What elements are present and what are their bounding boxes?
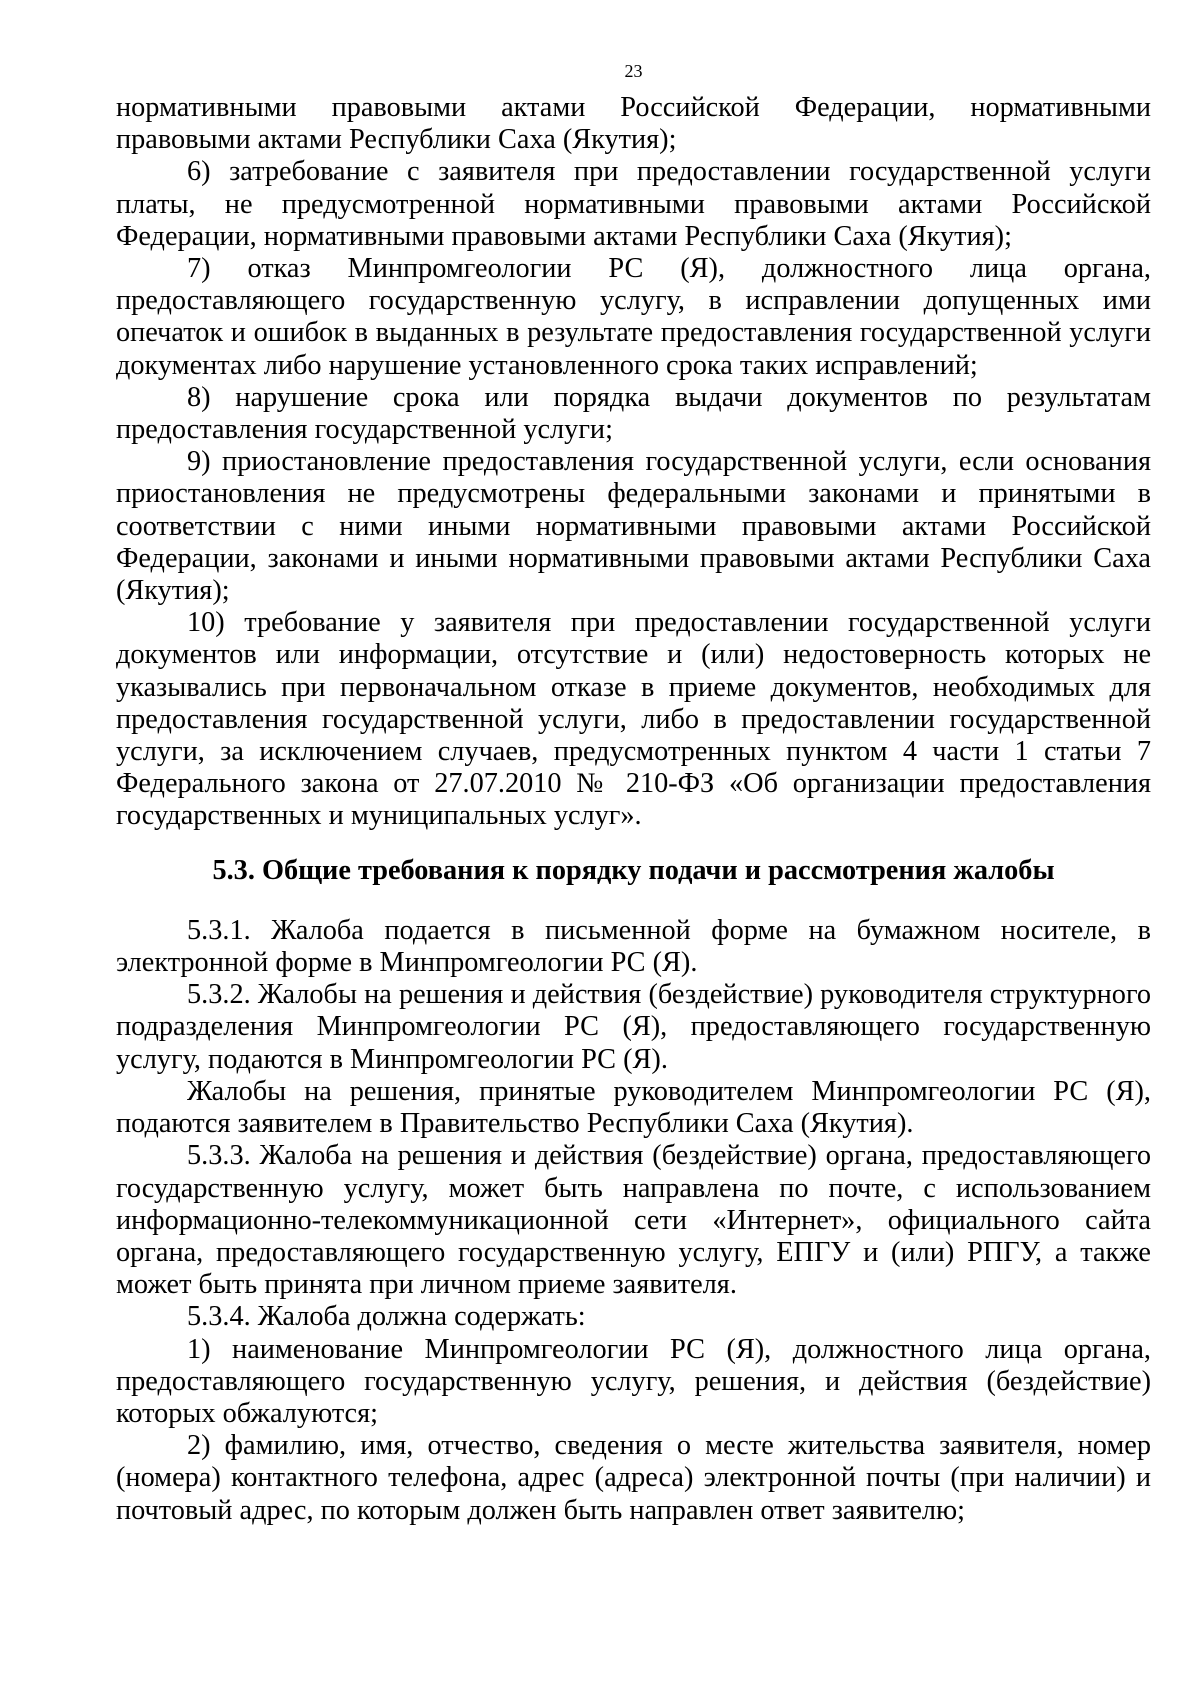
- paragraph-item-10: 10) требование у заявителя при предоставлении государственной услуги документов или информации, отсутствие и (или) недостоверность которых не указывались при первоначальном отказе в приеме документов, необходимых для предоставления государственной услуги, либо в предоставлении государственной услуги, за исключением случаев, предусмотренных пунктом 4 части 1 статьи 7 Федерального закона от 27.07.2010 № 210-ФЗ «Об организации предоставления государственных и муниципальных услуг».: [116, 607, 1151, 832]
- paragraph-5-3-1: 5.3.1. Жалоба подается в письменной форме на бумажном носителе, в электронной форме в Минпромгеологии РС (Я).: [116, 914, 1151, 979]
- paragraph-item-6: 6) затребование с заявителя при предоставлении государственной услуги платы, не предусмотренной нормативными правовыми актами Российской Федерации, нормативными правовыми актами Республики Саха (Якутия);: [116, 156, 1151, 252]
- paragraph-5-3-4: 5.3.4. Жалоба должна содержать:: [187, 1301, 586, 1333]
- paragraph-item-7: 7) отказ Минпромгеологии РС (Я), должностного лица органа, предоставляющего государственную услугу, в исправлении допущенных ими опечаток и ошибок в выданных в результате предоставления государственной услуги документах либо нарушение установленного срока таких исправлений;: [116, 253, 1151, 381]
- paragraph-continuation: нормативными правовыми актами Российской Федерации, нормативными правовыми актами Республики Саха (Якутия);: [116, 92, 1151, 156]
- paragraph-item-8: 8) нарушение срока или порядка выдачи документов по результатам предоставления государственной услуги;: [116, 381, 1151, 446]
- paragraph-5-3-3: 5.3.3. Жалоба на решения и действия (бездействие) органа, предоставляющего государственную услугу, может быть направлена по почте, с использованием информационно-телекоммуникационной сети «Интернет», официального сайта органа, предоставляющего государственную услугу, ЕПГУ и (или) РПГУ, а также может быть принята при личном приеме заявителя.: [116, 1140, 1151, 1301]
- page-number: 23: [624, 61, 643, 81]
- paragraph-complaints-government: Жалобы на решения, принятые руководителем Минпромгеологии РС (Я), подаются заявителем в Правительство Республики Саха (Якутия).: [116, 1075, 1151, 1140]
- section-heading: 5.3. Общие требования к порядку подачи и рассмотрения жалобы: [212, 854, 1055, 886]
- paragraph-item-9: 9) приостановление предоставления государственной услуги, если основания приостановления не предусмотрены федеральными законами и принятыми в соответствии с ними иными нормативными правовыми актами Российской Федерации, законами и иными нормативными правовыми актами Республики Саха (Якутия);: [116, 446, 1151, 607]
- paragraph-5-3-2: 5.3.2. Жалобы на решения и действия (бездействие) руководителя структурного подразделения Минпромгеологии РС (Я), предоставляющего государственную услугу, подаются в Минпромгеологии РС (Я).: [116, 979, 1151, 1075]
- document-page: [116, 60, 1151, 1527]
- paragraph-complaint-item-2: 2) фамилию, имя, отчество, сведения о месте жительства заявителя, номер (номера) контактного телефона, адрес (адреса) электронной почты (при наличии) и почтовый адрес, по которым должен быть направлен ответ заявителю;: [116, 1430, 1151, 1526]
- paragraph-complaint-item-1: 1) наименование Минпромгеологии РС (Я), должностного лица органа, предоставляющего государственную услугу, решения, и действия (бездействие) которых обжалуются;: [116, 1333, 1151, 1429]
